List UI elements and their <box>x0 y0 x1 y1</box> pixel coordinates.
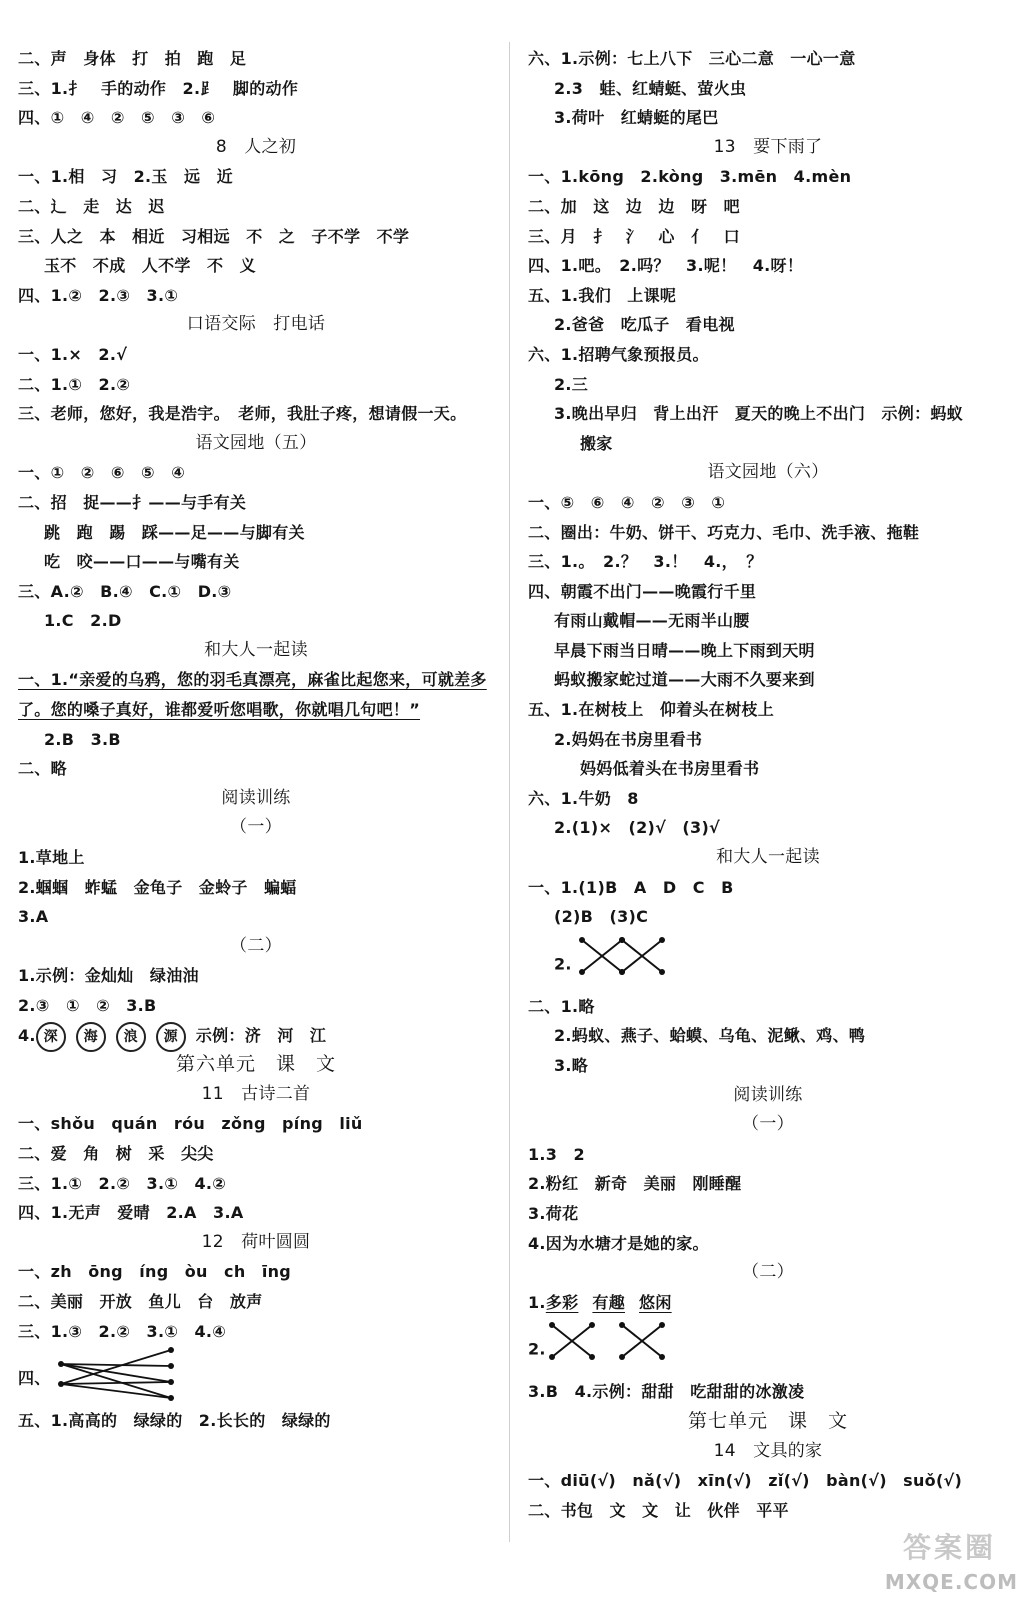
answer-line: 二、1.① 2.② <box>18 374 131 394</box>
answer-line: 1.C 2.D <box>44 611 122 631</box>
answer-line: 一、⑤ ⑥ ④ ② ③ ① <box>528 492 726 512</box>
connector-dot <box>659 937 665 943</box>
answer-line: 一、zh ōng íng òu ch īng <box>18 1262 292 1282</box>
answer-line: 二、爱 角 树 采 尖尖 <box>18 1143 214 1163</box>
answer-line: 三、A.② B.④ C.① D.③ <box>18 581 232 601</box>
answer-line: 五、1.我们 上课呢 <box>528 285 677 305</box>
section-heading: 语文园地（六） <box>707 462 829 483</box>
answer-line: 三、月 扌 氵 心 亻 口 <box>528 226 740 246</box>
answer-line: 二、加 这 边 边 呀 吧 <box>528 196 740 216</box>
answer-text: 1. <box>528 1292 546 1312</box>
answer-line: 2.B 3.B <box>44 729 121 749</box>
connector-dot <box>168 1347 174 1353</box>
connector-dot <box>579 937 585 943</box>
answer-line: 一、1.相 习 2.玉 远 近 <box>18 167 233 187</box>
connector-dot <box>589 1354 595 1360</box>
answer-text: 4. <box>18 1025 36 1045</box>
matching-lines <box>546 1317 676 1373</box>
answer-line: 二、书包 文 文 让 伙伴 平平 <box>528 1500 789 1520</box>
section-heading: 第六单元 课 文 <box>175 1053 336 1076</box>
answer-line: 妈妈低着头在书房里看书 <box>580 759 760 779</box>
answer-line: 有雨山戴帽——无雨半山腰 <box>554 611 750 631</box>
answer-line: 2.③ ① ② 3.B <box>18 996 157 1015</box>
matching-lines <box>572 932 702 988</box>
answer-line: 2.蚂蚁、燕子、蛤蟆、乌龟、泥鳅、鸡、鸭 <box>554 1026 866 1046</box>
answer-line: 3.荷叶 红蜻蜓的尾巴 <box>554 108 719 128</box>
connector-dot <box>168 1379 174 1385</box>
answer-line: 三、1.扌 手的动作 2.⻊ 脚的动作 <box>18 78 299 98</box>
answer-line: 四、1.无声 爱晴 2.A 3.A <box>18 1203 244 1223</box>
answer-line: 三、1.。 2.？ 3.！ 4.， ？ <box>528 552 763 572</box>
circled-character: 海 <box>76 1022 106 1052</box>
section-heading: 和大人一起读 <box>716 847 820 868</box>
answer-line: 五、1.在树枝上 仰着头在树枝上 <box>528 700 775 720</box>
connector-dot <box>619 937 625 943</box>
matching-diagram <box>51 1346 201 1412</box>
answer-line: 二、1.略 <box>528 996 595 1016</box>
underlined-word: 多彩 <box>545 1292 579 1312</box>
underlined-word: 有趣 <box>592 1292 626 1312</box>
answer-line: 一、1.× 2.√ <box>18 344 128 364</box>
answer-line: 吃 咬——口——与嘴有关 <box>44 552 240 572</box>
answer-line: 一、① ② ⑥ ⑤ ④ <box>18 463 186 483</box>
answer-line: 2.粉红 新奇 美丽 刚睡醒 <box>528 1174 742 1194</box>
answer-line: 玉不 不成 人不学 不 义 <box>44 256 256 276</box>
connector-dot <box>549 1354 555 1360</box>
answer-line <box>528 1317 1008 1377</box>
connector-dot <box>619 1354 625 1360</box>
answer-line: 1.3 2 <box>528 1144 585 1164</box>
section-heading: 语文园地（五） <box>195 432 317 453</box>
watermark-url: MXQE.COM <box>884 1570 1018 1594</box>
answer-line: 三、1.① 2.② 3.① 4.② <box>18 1173 227 1193</box>
circled-character: 浪 <box>116 1022 146 1052</box>
answer-text: 2. <box>528 1339 546 1359</box>
answer-line: 3.B 4.示例：甜甜 吃甜甜的冰激凌 <box>528 1382 805 1402</box>
answer-line: 三、人之 本 相近 习相远 不 之 子不学 不学 <box>18 226 410 246</box>
section-heading: （二） <box>742 1262 794 1283</box>
answer-line: 六、1.招聘气象预报员。 <box>528 344 709 364</box>
answer-line: 3.荷花 <box>528 1203 579 1223</box>
connector-dot <box>58 1381 64 1387</box>
answer-line: 一、1.(1)B A D C B <box>528 877 734 897</box>
section-heading: 阅读训练 <box>733 1084 803 1105</box>
section-heading: 和大人一起读 <box>204 639 308 660</box>
connector-line <box>61 1364 171 1398</box>
answer-line: 二、辶 走 达 迟 <box>18 196 165 216</box>
answer-text: 四、 <box>18 1368 51 1388</box>
answer-line: 早晨下雨当日晴——晚上下雨到天明 <box>554 640 815 660</box>
answer-line: 3.略 <box>554 1056 589 1075</box>
connector-dot <box>589 1322 595 1328</box>
answer-line <box>528 1288 1008 1318</box>
answer-line: 四、朝霞不出门——晚霞行千里 <box>528 581 757 601</box>
section-heading: 11 古诗二首 <box>201 1083 311 1104</box>
answer-line: 一、diū(√) nǎ(√) xīn(√) zǐ(√) bàn(√) suǒ(√) <box>528 1471 963 1491</box>
matching-diagram <box>546 1317 676 1383</box>
section-heading: （一） <box>742 1114 794 1135</box>
watermark-logo: 答案圈 <box>902 1531 996 1564</box>
matching-lines <box>51 1346 201 1402</box>
answer-line: 一、shǒu quán róu zǒng píng liǔ <box>18 1114 363 1134</box>
answer-line: 2.(1)× (2)√ (3)√ <box>554 818 721 838</box>
section-heading: 口语交际 打电话 <box>186 314 326 335</box>
answer-line: 六、1.示例：七上八下 三心二意 一心一意 <box>528 49 856 68</box>
answer-line: 四、① ④ ② ⑤ ③ ⑥ <box>18 108 216 128</box>
connector-dot <box>58 1361 64 1367</box>
answer-line: 二、略 <box>18 759 67 779</box>
circled-character: 源 <box>156 1022 186 1052</box>
answer-line: 二、招 捉——扌——与手有关 <box>18 492 247 512</box>
connector-dot <box>659 1354 665 1360</box>
answer-line: 3.A <box>18 907 49 927</box>
section-heading: 阅读训练 <box>221 787 291 808</box>
answer-line <box>18 1021 494 1051</box>
answer-line: 蚂蚁搬家蛇过道——大雨不久要来到 <box>554 670 815 690</box>
section-heading: 12 荷叶圆圆 <box>201 1231 311 1252</box>
section-heading: 8 人之初 <box>215 136 297 157</box>
answer-line: 三、1.③ 2.② 3.① 4.④ <box>18 1321 227 1341</box>
answer-line: 2.妈妈在书房里看书 <box>554 729 703 749</box>
connector-line <box>61 1382 171 1384</box>
connector-dot <box>659 969 665 975</box>
circled-character: 深 <box>36 1022 66 1052</box>
answer-line: 一、1.“亲爱的乌鸦，您的羽毛真漂亮，麻雀比起您来，可就差多了。您的嗓子真好，谁都爱听您唱歌，你就唱几句吧！” <box>18 670 487 720</box>
answer-line: 二、圈出：牛奶、饼干、巧克力、毛巾、洗手液、拖鞋 <box>528 522 920 542</box>
right-column <box>528 44 1008 1525</box>
answer-line: 二、美丽 开放 鱼儿 台 放声 <box>18 1291 263 1311</box>
answer-line: 一、1.kōng 2.kòng 3.mēn 4.mèn <box>528 167 852 187</box>
answer-line: 1.示例：金灿灿 绿油油 <box>18 966 199 986</box>
section-heading: 14 文具的家 <box>713 1440 823 1461</box>
answer-text: 2. <box>554 954 572 974</box>
connector-line <box>61 1384 171 1398</box>
connector-dot <box>168 1395 174 1401</box>
section-heading: 13 要下雨了 <box>713 136 823 157</box>
answer-line: 3.晚出早归 背上出汗 夏天的晚上不出门 示例：蚂蚁 <box>554 404 964 424</box>
connector-line <box>61 1364 171 1366</box>
answer-line: 1.草地上 <box>18 848 85 868</box>
section-heading: （一） <box>230 817 282 838</box>
answer-text: 示例：济 河 江 <box>195 1025 327 1045</box>
answer-line: 2.3 蛙、红蜻蜓、萤火虫 <box>554 78 747 98</box>
answer-line: 搬家 <box>580 433 613 453</box>
connector-dot <box>659 1322 665 1328</box>
answer-line: 2.爸爸 吃瓜子 看电视 <box>554 315 735 335</box>
answer-line <box>528 932 1008 992</box>
connector-dot <box>168 1363 174 1369</box>
connector-dot <box>619 1322 625 1328</box>
answer-line: 六、1.牛奶 8 <box>528 788 639 808</box>
answer-line: 三、老师，您好，我是浩宇。 老师，我肚子疼，想请假一天。 <box>18 404 467 424</box>
answer-line: 二、声 身体 打 拍 跑 足 <box>18 49 247 68</box>
answer-line: 跳 跑 踢 踩——足——与脚有关 <box>44 522 305 542</box>
answer-line <box>18 1346 494 1406</box>
answer-line: 四、1.吧。 2.吗？ 3.呢！ 4.呀！ <box>528 256 804 276</box>
answer-line: 2.蝈蝈 蚱蜢 金龟子 金蛉子 蝙蝠 <box>18 877 297 897</box>
answer-line: (2)B (3)C <box>554 907 649 927</box>
left-column <box>18 44 494 1436</box>
answer-line: 2.三 <box>554 374 589 394</box>
connector-dot <box>549 1322 555 1328</box>
section-heading: （二） <box>230 935 282 956</box>
matching-diagram <box>572 932 702 998</box>
answer-line: 四、1.② 2.③ 3.① <box>18 285 179 305</box>
column-divider <box>509 42 510 1542</box>
answer-line: 五、1.高高的 绿绿的 2.长长的 绿绿的 <box>18 1411 331 1431</box>
underlined-word: 悠闲 <box>639 1292 672 1312</box>
section-heading: 第七单元 课 文 <box>687 1409 848 1432</box>
connector-dot <box>619 969 625 975</box>
connector-dot <box>579 969 585 975</box>
answer-line: 4.因为水塘才是她的家。 <box>528 1233 709 1253</box>
